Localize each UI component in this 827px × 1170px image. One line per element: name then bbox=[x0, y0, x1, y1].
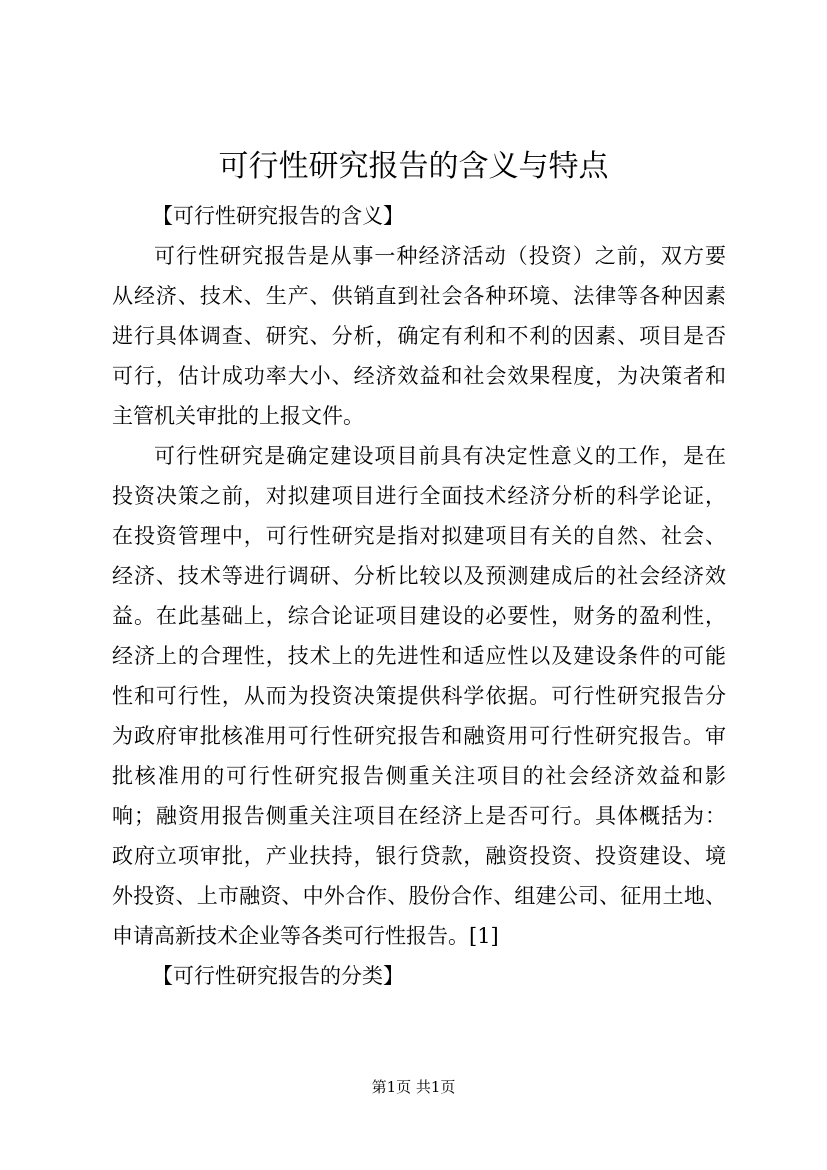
paragraph-line: 可行性研究报告是从事一种经济活动（投资）之前，双方要 bbox=[154, 244, 726, 268]
page-footer: 第1页 共1页 bbox=[371, 1078, 456, 1096]
section-heading-classification: 【可行性研究报告的分类】 bbox=[152, 964, 404, 988]
paragraph-line: 进行具体调查、研究、分析，确定有利和不利的因素、项目是否 bbox=[112, 324, 726, 348]
paragraph-line: 响；融资用报告侧重关注项目在经济上是否可行。具体概括为： bbox=[112, 804, 726, 828]
paragraph-line: 经济上的合理性，技术上的先进性和适应性以及建设条件的可能 bbox=[112, 644, 726, 668]
paragraph-line: 从经济、技术、生产、供销直到社会各种环境、法律等各种因素 bbox=[112, 284, 726, 308]
paragraph-line: 批核准用的可行性研究报告侧重关注项目的社会经济效益和影 bbox=[112, 764, 726, 788]
paragraph-line: 投资决策之前，对拟建项目进行全面技术经济分析的科学论证， bbox=[112, 484, 726, 508]
paragraph-2 bbox=[112, 436, 726, 956]
document-body bbox=[112, 196, 726, 996]
paragraph-line: 为政府审批核准用可行性研究报告和融资用可行性研究报告。审 bbox=[112, 724, 726, 748]
paragraph-line: 经济、技术等进行调研、分析比较以及预测建成后的社会经济效 bbox=[112, 564, 726, 588]
paragraph-line: 政府立项审批，产业扶持，银行贷款，融资投资、投资建设、境 bbox=[112, 844, 726, 868]
paragraph-line: 在投资管理中，可行性研究是指对拟建项目有关的自然、社会、 bbox=[112, 524, 726, 548]
paragraph-1 bbox=[112, 236, 726, 436]
document-title: 可行性研究报告的含义与特点 bbox=[218, 149, 609, 184]
section-heading-meaning: 【可行性研究报告的含义】 bbox=[152, 204, 404, 228]
paragraph-line: 性和可行性，从而为投资决策提供科学依据。可行性研究报告分 bbox=[112, 684, 726, 708]
paragraph-line: 申请高新技术企业等各类可行性报告。[1] bbox=[112, 924, 499, 948]
paragraph-line: 可行性研究是确定建设项目前具有决定性意义的工作，是在 bbox=[154, 444, 726, 468]
paragraph-line: 益。在此基础上，综合论证项目建设的必要性，财务的盈利性， bbox=[112, 604, 726, 628]
paragraph-line: 主管机关审批的上报文件。 bbox=[112, 404, 364, 428]
paragraph-line: 可行，估计成功率大小、经济效益和社会效果程度，为决策者和 bbox=[112, 364, 726, 388]
paragraph-line: 外投资、上市融资、中外合作、股份合作、组建公司、征用土地、 bbox=[112, 884, 726, 908]
